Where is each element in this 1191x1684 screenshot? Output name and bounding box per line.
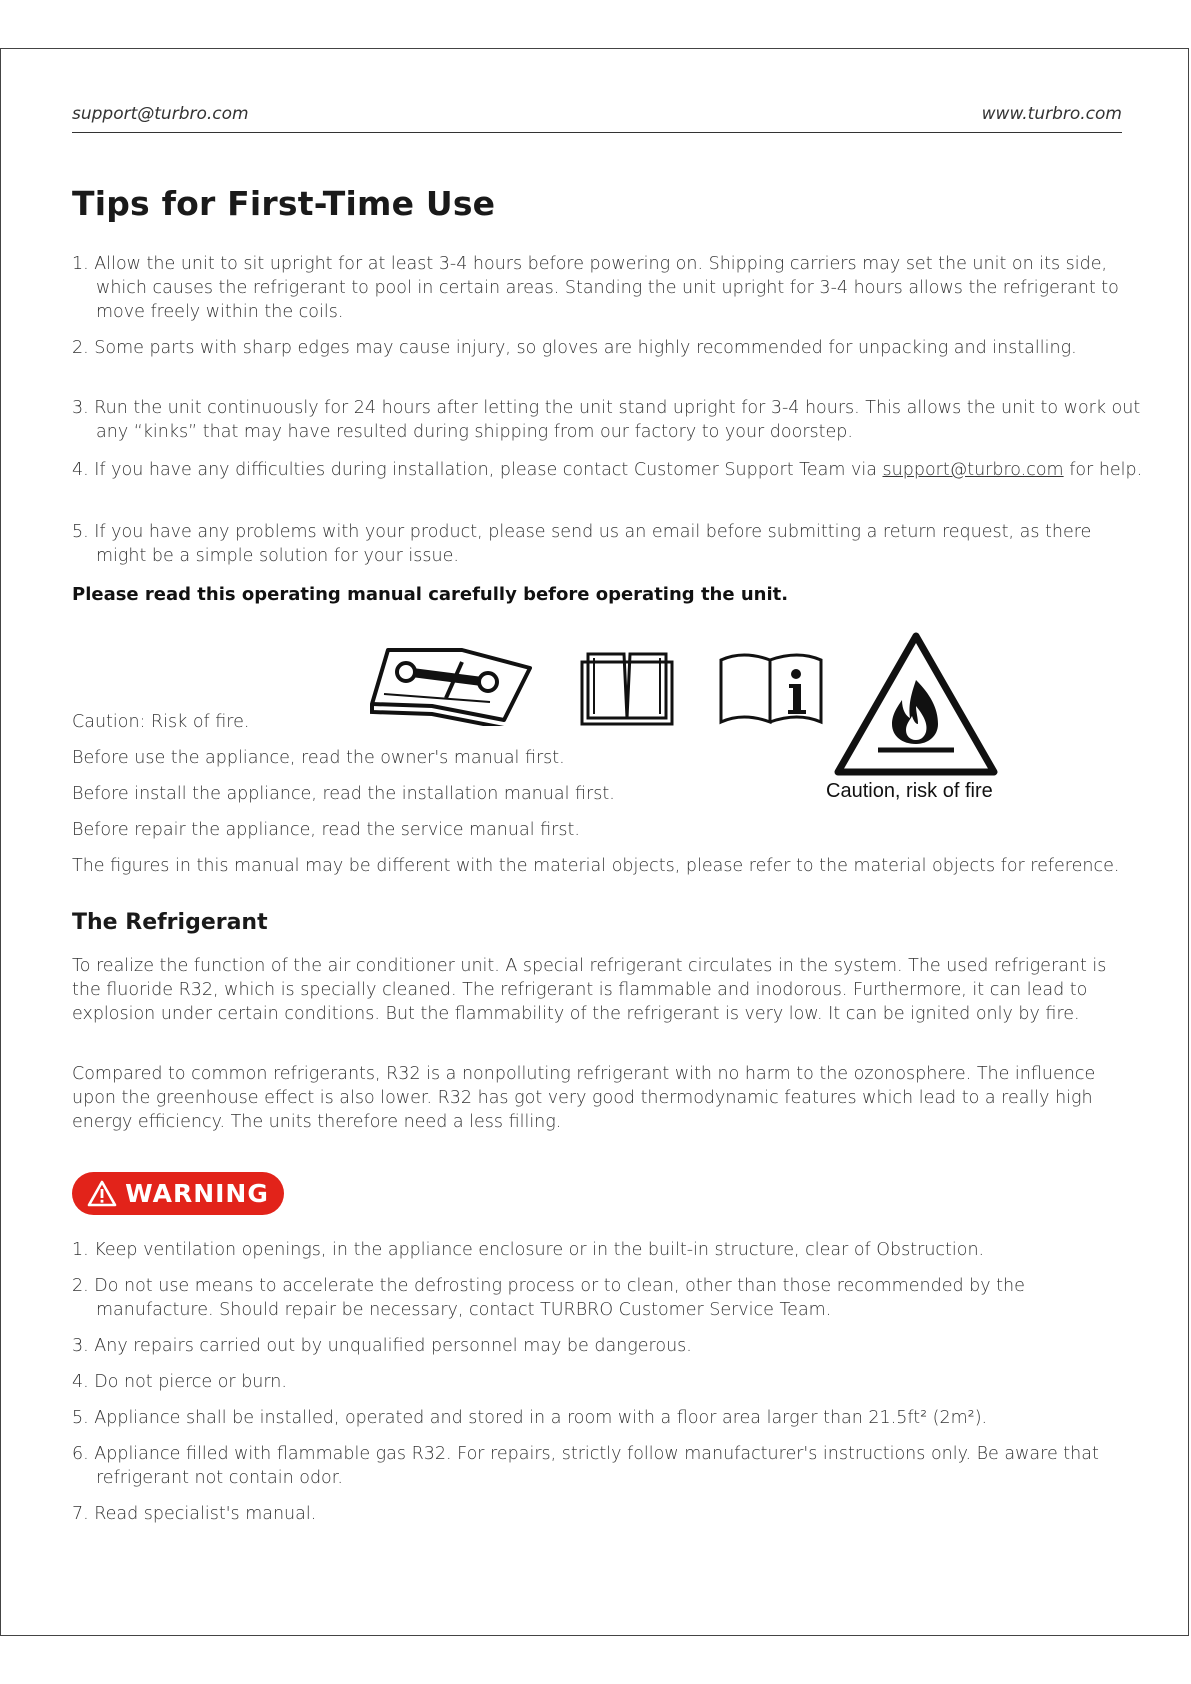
warning-item-3: 3. Any repairs carried out by unqualified personnel may be dangerous. xyxy=(72,1336,692,1356)
warning-label: WARNING xyxy=(125,1179,269,1208)
tip-item-1: 1. Allow the unit to sit upright for at least 3-4 hours before powering on. Shipping carriers may set the unit on its side, which causes the refrigerant to pool in certain areas. Standing the unit upright for 3-4 hours allows the refrigerant to move freely within the coils. xyxy=(72,254,1119,322)
caution-fire-text: Caution: Risk of fire. xyxy=(72,712,250,732)
tip-4-text: 4. If you have any difficulties during installation, please contact Customer Support Team via xyxy=(72,460,877,480)
tip-item-5: 5. If you have any problems with your product, please send us an email before submitting a return request, as there might be a simple solution for your issue. xyxy=(72,522,1092,566)
tip-item-4 xyxy=(72,456,1146,484)
tip-4-suffix: for help. xyxy=(1069,460,1143,480)
figures-note-text: The figures in this manual may be different with the material objects, please refer to the material objects for reference. xyxy=(72,856,1120,876)
installation-manual-text: Before install the appliance, read the installation manual first. xyxy=(72,784,615,804)
header-website[interactable]: www.turbro.com xyxy=(981,104,1122,124)
owners-manual-text: Before use the appliance, read the owner's manual first. xyxy=(72,748,565,768)
warning-item-6: 6. Appliance filled with flammable gas R32. For repairs, strictly follow manufacturer's instructions only. Be aware that refrigerant not contain odor. xyxy=(72,1444,1099,1488)
refrigerant-heading: The Refrigerant xyxy=(72,910,268,935)
service-manual-text: Before repair the appliance, read the service manual first. xyxy=(72,820,580,840)
refrigerant-para-2: Compared to common refrigerants, R32 is a nonpolluting refrigerant with no harm to the ozonosphere. The influence upon the greenhouse effect is also lower. R32 has got very good thermodynamic features which lead to a really high energy efficiency. The units therefore need a less filling. xyxy=(72,1064,1096,1132)
warning-item-7: 7. Read specialist's manual. xyxy=(72,1504,317,1524)
refrigerant-para-1: To realize the function of the air conditioner unit. A special refrigerant circulates in the system. The used refrigerant is the fluoride R32, which is specially cleaned. The refrigerant is flammable and inodorous. Furthermore, it can lead to explosion under certain conditions. But the flammability of the refrigerant is very low. It can be ignited only by fire. xyxy=(72,956,1107,1024)
warning-item-2: 2. Do not use means to accelerate the defrosting process or to clean, other than those recommended by the manufacture. Should repair be necessary, contact TURBRO Customer Service Team. xyxy=(72,1276,1025,1320)
warning-item-4: 4. Do not pierce or burn. xyxy=(72,1372,287,1392)
icon-caption: Caution, risk of fire xyxy=(826,780,993,802)
page-title: Tips for First-Time Use xyxy=(72,184,496,223)
read-manual-notice: Please read this operating manual carefully before operating the unit. xyxy=(72,584,789,605)
warning-triangle-icon xyxy=(87,1180,117,1207)
page-header xyxy=(72,104,1122,133)
tip-item-3: 3. Run the unit continuously for 24 hours after letting the unit stand upright for 3-4 hours. This allows the unit to work out any “kinks” that may have resulted during shipping from our factory to your doorstep. xyxy=(72,398,1141,442)
warning-badge xyxy=(72,1172,284,1215)
warning-item-1: 1. Keep ventilation openings, in the appliance enclosure or in the built-in structure, clear of Obstruction. xyxy=(72,1240,985,1260)
tip-item-2: 2. Some parts with sharp edges may cause injury, so gloves are highly recommended for unpacking and installing. xyxy=(72,338,1077,358)
header-email[interactable]: support@turbro.com xyxy=(72,104,249,124)
warning-item-5: 5. Appliance shall be installed, operated and stored in a room with a floor area larger than 21.5ft² (2m²). xyxy=(72,1408,988,1428)
support-email-link[interactable]: support@turbro.com xyxy=(882,460,1064,480)
